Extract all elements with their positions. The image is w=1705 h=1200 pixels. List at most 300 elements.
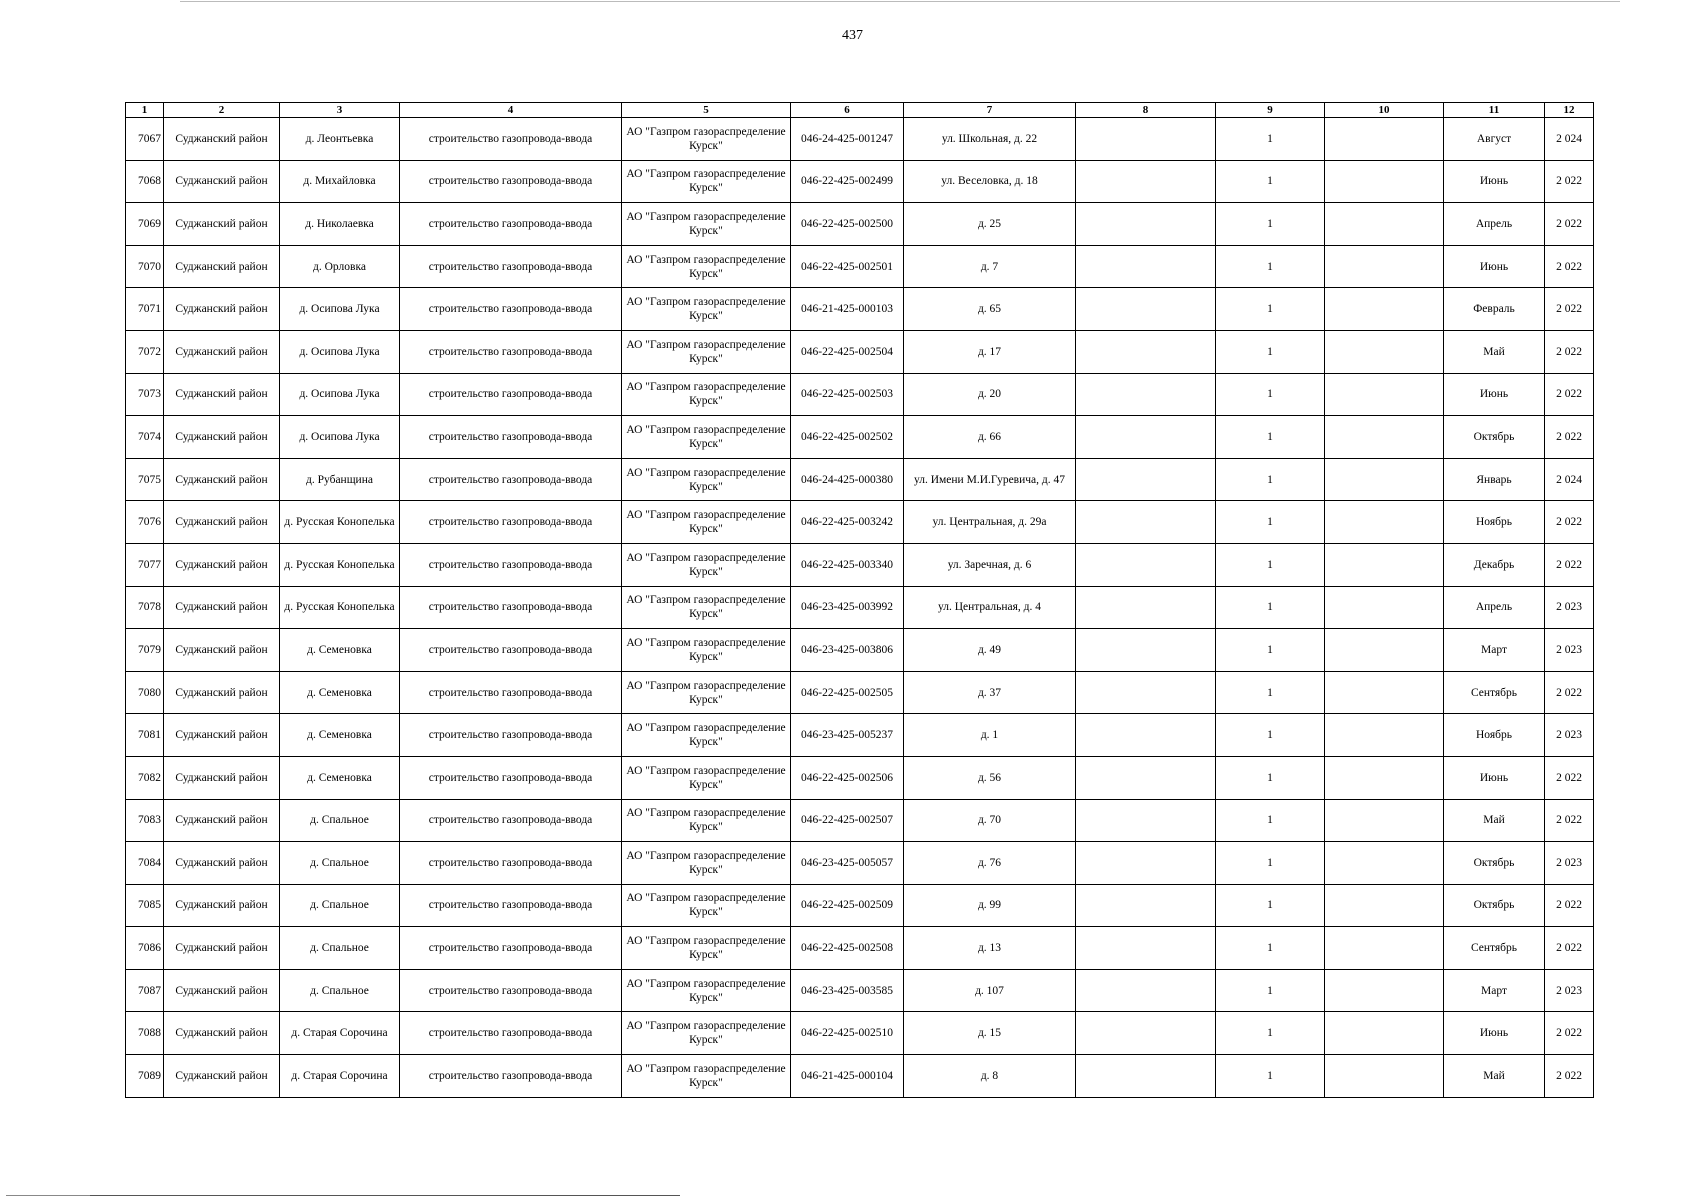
cell-quantity: 1: [1216, 1012, 1325, 1055]
cell-organization: АО "Газпром газораспределение Курск": [622, 160, 791, 203]
cell-col-10: [1325, 671, 1444, 714]
cell-year: 2 022: [1545, 416, 1594, 459]
cell-month: Сентябрь: [1444, 671, 1545, 714]
table-row: [126, 714, 1594, 757]
cell-address: ул. Центральная, д. 4: [904, 586, 1076, 629]
cell-month: Апрель: [1444, 586, 1545, 629]
cell-organization: АО "Газпром газораспределение Курск": [622, 543, 791, 586]
cell-district: Суджанский район: [164, 586, 280, 629]
cell-settlement: д. Спальное: [280, 799, 400, 842]
cell-col-8: [1076, 927, 1216, 970]
cell-organization: АО "Газпром газораспределение Курск": [622, 714, 791, 757]
cell-col-10: [1325, 288, 1444, 331]
table-row: [126, 203, 1594, 246]
cell-col-10: [1325, 756, 1444, 799]
cell-col-10: [1325, 842, 1444, 885]
cell-code: 046-22-425-002506: [791, 756, 904, 799]
cell-code: 046-23-425-003992: [791, 586, 904, 629]
cell-address: д. 70: [904, 799, 1076, 842]
cell-settlement: д. Орловка: [280, 245, 400, 288]
cell-work-type: строительство газопровода-ввода: [400, 756, 622, 799]
cell-district: Суджанский район: [164, 714, 280, 757]
cell-col-8: [1076, 118, 1216, 161]
cell-organization: АО "Газпром газораспределение Курск": [622, 884, 791, 927]
page-number: 437: [842, 28, 863, 43]
cell-address: д. 15: [904, 1012, 1076, 1055]
cell-settlement: д. Русская Конопелька: [280, 586, 400, 629]
cell-address: д. 49: [904, 629, 1076, 672]
cell-col-10: [1325, 586, 1444, 629]
cell-col-8: [1076, 586, 1216, 629]
cell-organization: АО "Газпром газораспределение Курск": [622, 330, 791, 373]
cell-settlement: д. Осипова Лука: [280, 373, 400, 416]
cell-quantity: 1: [1216, 671, 1325, 714]
cell-work-type: строительство газопровода-ввода: [400, 1055, 622, 1098]
table-row: [126, 586, 1594, 629]
cell-district: Суджанский район: [164, 671, 280, 714]
cell-district: Суджанский район: [164, 1012, 280, 1055]
cell-month: Ноябрь: [1444, 501, 1545, 544]
cell-col-10: [1325, 884, 1444, 927]
cell-code: 046-23-425-005057: [791, 842, 904, 885]
cell-month: Июнь: [1444, 245, 1545, 288]
cell-col-10: [1325, 543, 1444, 586]
cell-quantity: 1: [1216, 501, 1325, 544]
cell-month: Октябрь: [1444, 884, 1545, 927]
cell-settlement: д. Спальное: [280, 884, 400, 927]
cell-address: д. 1: [904, 714, 1076, 757]
cell-work-type: строительство газопровода-ввода: [400, 203, 622, 246]
cell-col-10: [1325, 969, 1444, 1012]
cell-address: д. 99: [904, 884, 1076, 927]
cell-code: 046-22-425-002507: [791, 799, 904, 842]
cell-quantity: 1: [1216, 203, 1325, 246]
cell-row-number: 7081: [126, 714, 164, 757]
cell-row-number: 7073: [126, 373, 164, 416]
column-header-5: 5: [622, 103, 791, 118]
cell-year: 2 024: [1545, 458, 1594, 501]
cell-address: д. 37: [904, 671, 1076, 714]
cell-col-8: [1076, 799, 1216, 842]
cell-code: 046-23-425-003806: [791, 629, 904, 672]
cell-organization: АО "Газпром газораспределение Курск": [622, 203, 791, 246]
cell-year: 2 022: [1545, 245, 1594, 288]
cell-month: Август: [1444, 118, 1545, 161]
cell-quantity: 1: [1216, 586, 1325, 629]
table-row: [126, 288, 1594, 331]
cell-row-number: 7067: [126, 118, 164, 161]
cell-organization: АО "Газпром газораспределение Курск": [622, 799, 791, 842]
cell-district: Суджанский район: [164, 118, 280, 161]
cell-code: 046-22-425-002505: [791, 671, 904, 714]
cell-code: 046-22-425-002500: [791, 203, 904, 246]
cell-district: Суджанский район: [164, 756, 280, 799]
cell-quantity: 1: [1216, 118, 1325, 161]
cell-code: 046-24-425-001247: [791, 118, 904, 161]
table-row: [126, 927, 1594, 970]
cell-year: 2 022: [1545, 288, 1594, 331]
cell-work-type: строительство газопровода-ввода: [400, 330, 622, 373]
cell-col-10: [1325, 118, 1444, 161]
cell-quantity: 1: [1216, 458, 1325, 501]
cell-organization: АО "Газпром газораспределение Курск": [622, 501, 791, 544]
table-row: [126, 373, 1594, 416]
cell-col-10: [1325, 1055, 1444, 1098]
cell-organization: АО "Газпром газораспределение Курск": [622, 1012, 791, 1055]
cell-code: 046-23-425-005237: [791, 714, 904, 757]
cell-month: Июнь: [1444, 160, 1545, 203]
column-header-1: 1: [126, 103, 164, 118]
cell-organization: АО "Газпром газораспределение Курск": [622, 842, 791, 885]
cell-organization: АО "Газпром газораспределение Курск": [622, 118, 791, 161]
cell-district: Суджанский район: [164, 160, 280, 203]
cell-district: Суджанский район: [164, 245, 280, 288]
cell-year: 2 022: [1545, 203, 1594, 246]
cell-district: Суджанский район: [164, 203, 280, 246]
cell-year: 2 022: [1545, 927, 1594, 970]
cell-year: 2 022: [1545, 1012, 1594, 1055]
cell-code: 046-22-425-002510: [791, 1012, 904, 1055]
cell-quantity: 1: [1216, 330, 1325, 373]
cell-quantity: 1: [1216, 799, 1325, 842]
cell-settlement: д. Семеновка: [280, 629, 400, 672]
cell-settlement: д. Спальное: [280, 842, 400, 885]
cell-settlement: д. Осипова Лука: [280, 288, 400, 331]
table-row: [126, 842, 1594, 885]
cell-month: Декабрь: [1444, 543, 1545, 586]
cell-organization: АО "Газпром газораспределение Курск": [622, 756, 791, 799]
cell-col-8: [1076, 458, 1216, 501]
table-row: [126, 1055, 1594, 1098]
cell-quantity: 1: [1216, 884, 1325, 927]
column-header-3: 3: [280, 103, 400, 118]
cell-district: Суджанский район: [164, 501, 280, 544]
cell-row-number: 7076: [126, 501, 164, 544]
cell-organization: АО "Газпром газораспределение Курск": [622, 416, 791, 459]
cell-col-8: [1076, 1055, 1216, 1098]
cell-code: 046-24-425-000380: [791, 458, 904, 501]
cell-work-type: строительство газопровода-ввода: [400, 501, 622, 544]
cell-code: 046-22-425-002509: [791, 884, 904, 927]
column-header-11: 11: [1444, 103, 1545, 118]
cell-district: Суджанский район: [164, 330, 280, 373]
cell-address: д. 66: [904, 416, 1076, 459]
cell-month: Май: [1444, 1055, 1545, 1098]
cell-month: Июнь: [1444, 1012, 1545, 1055]
register-table: [125, 102, 1594, 1098]
cell-month: Июнь: [1444, 756, 1545, 799]
cell-district: Суджанский район: [164, 927, 280, 970]
cell-col-8: [1076, 671, 1216, 714]
cell-code: 046-22-425-002499: [791, 160, 904, 203]
cell-col-8: [1076, 245, 1216, 288]
column-header-9: 9: [1216, 103, 1325, 118]
cell-settlement: д. Спальное: [280, 969, 400, 1012]
cell-quantity: 1: [1216, 629, 1325, 672]
cell-address: д. 65: [904, 288, 1076, 331]
cell-year: 2 024: [1545, 118, 1594, 161]
cell-quantity: 1: [1216, 969, 1325, 1012]
cell-row-number: 7089: [126, 1055, 164, 1098]
cell-month: Июнь: [1444, 373, 1545, 416]
cell-col-8: [1076, 884, 1216, 927]
cell-settlement: д. Осипова Лука: [280, 330, 400, 373]
cell-row-number: 7080: [126, 671, 164, 714]
cell-work-type: строительство газопровода-ввода: [400, 884, 622, 927]
table-row: [126, 416, 1594, 459]
cell-settlement: д. Семеновка: [280, 756, 400, 799]
cell-year: 2 022: [1545, 1055, 1594, 1098]
cell-row-number: 7077: [126, 543, 164, 586]
cell-col-10: [1325, 501, 1444, 544]
cell-address: ул. Веселовка, д. 18: [904, 160, 1076, 203]
cell-month: Октябрь: [1444, 842, 1545, 885]
cell-code: 046-22-425-002503: [791, 373, 904, 416]
table-row: [126, 160, 1594, 203]
cell-col-10: [1325, 245, 1444, 288]
cell-col-8: [1076, 629, 1216, 672]
cell-year: 2 023: [1545, 629, 1594, 672]
cell-organization: АО "Газпром газораспределение Курск": [622, 671, 791, 714]
cell-address: д. 76: [904, 842, 1076, 885]
cell-year: 2 022: [1545, 373, 1594, 416]
cell-address: ул. Школьная, д. 22: [904, 118, 1076, 161]
cell-district: Суджанский район: [164, 458, 280, 501]
cell-quantity: 1: [1216, 416, 1325, 459]
cell-month: Январь: [1444, 458, 1545, 501]
column-header-6: 6: [791, 103, 904, 118]
cell-col-8: [1076, 160, 1216, 203]
table-body: [126, 118, 1594, 1098]
cell-year: 2 022: [1545, 756, 1594, 799]
cell-district: Суджанский район: [164, 969, 280, 1012]
cell-work-type: строительство газопровода-ввода: [400, 245, 622, 288]
cell-organization: АО "Газпром газораспределение Курск": [622, 969, 791, 1012]
cell-col-8: [1076, 330, 1216, 373]
cell-work-type: строительство газопровода-ввода: [400, 160, 622, 203]
cell-year: 2 023: [1545, 842, 1594, 885]
cell-col-10: [1325, 416, 1444, 459]
cell-address: ул. Центральная, д. 29а: [904, 501, 1076, 544]
cell-col-8: [1076, 842, 1216, 885]
cell-district: Суджанский район: [164, 1055, 280, 1098]
cell-address: ул. Заречная, д. 6: [904, 543, 1076, 586]
cell-year: 2 022: [1545, 884, 1594, 927]
column-header-4: 4: [400, 103, 622, 118]
column-header-10: 10: [1325, 103, 1444, 118]
table-row: [126, 1012, 1594, 1055]
cell-quantity: 1: [1216, 1055, 1325, 1098]
cell-code: 046-22-425-002504: [791, 330, 904, 373]
cell-quantity: 1: [1216, 714, 1325, 757]
cell-row-number: 7087: [126, 969, 164, 1012]
cell-district: Суджанский район: [164, 842, 280, 885]
cell-code: 046-22-425-003340: [791, 543, 904, 586]
cell-settlement: д. Осипова Лука: [280, 416, 400, 459]
cell-month: Май: [1444, 799, 1545, 842]
cell-work-type: строительство газопровода-ввода: [400, 969, 622, 1012]
cell-col-10: [1325, 927, 1444, 970]
cell-work-type: строительство газопровода-ввода: [400, 799, 622, 842]
cell-row-number: 7084: [126, 842, 164, 885]
cell-settlement: д. Леонтьевка: [280, 118, 400, 161]
table-row: [126, 330, 1594, 373]
cell-col-10: [1325, 330, 1444, 373]
cell-settlement: д. Рубанщина: [280, 458, 400, 501]
cell-month: Апрель: [1444, 203, 1545, 246]
cell-address: д. 7: [904, 245, 1076, 288]
cell-year: 2 023: [1545, 586, 1594, 629]
cell-month: Май: [1444, 330, 1545, 373]
cell-settlement: д. Михайловка: [280, 160, 400, 203]
column-header-12: 12: [1545, 103, 1594, 118]
cell-settlement: д. Старая Сорочина: [280, 1012, 400, 1055]
cell-col-10: [1325, 629, 1444, 672]
cell-work-type: строительство газопровода-ввода: [400, 118, 622, 161]
cell-quantity: 1: [1216, 927, 1325, 970]
cell-settlement: д. Русская Конопелька: [280, 543, 400, 586]
cell-work-type: строительство газопровода-ввода: [400, 1012, 622, 1055]
cell-row-number: 7075: [126, 458, 164, 501]
cell-settlement: д. Старая Сорочина: [280, 1055, 400, 1098]
column-header-2: 2: [164, 103, 280, 118]
table-row: [126, 629, 1594, 672]
cell-organization: АО "Газпром газораспределение Курск": [622, 927, 791, 970]
cell-row-number: 7068: [126, 160, 164, 203]
cell-col-8: [1076, 288, 1216, 331]
cell-work-type: строительство газопровода-ввода: [400, 373, 622, 416]
cell-work-type: строительство газопровода-ввода: [400, 629, 622, 672]
cell-organization: АО "Газпром газораспределение Курск": [622, 1055, 791, 1098]
cell-month: Февраль: [1444, 288, 1545, 331]
cell-address: д. 8: [904, 1055, 1076, 1098]
cell-row-number: 7085: [126, 884, 164, 927]
cell-code: 046-22-425-002502: [791, 416, 904, 459]
cell-code: 046-22-425-002508: [791, 927, 904, 970]
cell-col-10: [1325, 160, 1444, 203]
cell-year: 2 022: [1545, 501, 1594, 544]
cell-quantity: 1: [1216, 543, 1325, 586]
cell-col-10: [1325, 1012, 1444, 1055]
cell-month: Март: [1444, 629, 1545, 672]
cell-row-number: 7069: [126, 203, 164, 246]
cell-code: 046-23-425-003585: [791, 969, 904, 1012]
cell-col-10: [1325, 458, 1444, 501]
cell-district: Суджанский район: [164, 543, 280, 586]
table-row: [126, 118, 1594, 161]
table-row: [126, 501, 1594, 544]
cell-organization: АО "Газпром газораспределение Курск": [622, 629, 791, 672]
cell-district: Суджанский район: [164, 288, 280, 331]
cell-district: Суджанский район: [164, 373, 280, 416]
cell-row-number: 7088: [126, 1012, 164, 1055]
cell-quantity: 1: [1216, 373, 1325, 416]
cell-year: 2 022: [1545, 671, 1594, 714]
cell-organization: АО "Газпром газораспределение Курск": [622, 586, 791, 629]
table-row: [126, 458, 1594, 501]
cell-address: д. 17: [904, 330, 1076, 373]
cell-year: 2 022: [1545, 330, 1594, 373]
cell-work-type: строительство газопровода-ввода: [400, 458, 622, 501]
table-row: [126, 884, 1594, 927]
cell-district: Суджанский район: [164, 799, 280, 842]
cell-col-10: [1325, 799, 1444, 842]
cell-col-8: [1076, 543, 1216, 586]
cell-year: 2 023: [1545, 969, 1594, 1012]
cell-address: д. 20: [904, 373, 1076, 416]
cell-col-10: [1325, 373, 1444, 416]
cell-organization: АО "Газпром газораспределение Курск": [622, 458, 791, 501]
cell-address: д. 107: [904, 969, 1076, 1012]
cell-col-10: [1325, 714, 1444, 757]
table-row: [126, 756, 1594, 799]
cell-district: Суджанский район: [164, 884, 280, 927]
cell-col-8: [1076, 714, 1216, 757]
cell-row-number: 7070: [126, 245, 164, 288]
cell-work-type: строительство газопровода-ввода: [400, 927, 622, 970]
cell-col-8: [1076, 969, 1216, 1012]
cell-settlement: д. Семеновка: [280, 671, 400, 714]
cell-col-8: [1076, 373, 1216, 416]
cell-organization: АО "Газпром газораспределение Курск": [622, 288, 791, 331]
cell-work-type: строительство газопровода-ввода: [400, 586, 622, 629]
cell-work-type: строительство газопровода-ввода: [400, 842, 622, 885]
cell-month: Март: [1444, 969, 1545, 1012]
cell-code: 046-21-425-000103: [791, 288, 904, 331]
cell-row-number: 7082: [126, 756, 164, 799]
cell-row-number: 7083: [126, 799, 164, 842]
cell-work-type: строительство газопровода-ввода: [400, 416, 622, 459]
cell-col-8: [1076, 756, 1216, 799]
cell-row-number: 7072: [126, 330, 164, 373]
cell-row-number: 7086: [126, 927, 164, 970]
cell-district: Суджанский район: [164, 629, 280, 672]
cell-code: 046-22-425-003242: [791, 501, 904, 544]
cell-quantity: 1: [1216, 288, 1325, 331]
cell-district: Суджанский район: [164, 416, 280, 459]
cell-work-type: строительство газопровода-ввода: [400, 671, 622, 714]
cell-address: д. 25: [904, 203, 1076, 246]
cell-quantity: 1: [1216, 756, 1325, 799]
scan-top-edge: [180, 1, 1620, 2]
table-row: [126, 969, 1594, 1012]
cell-organization: АО "Газпром газораспределение Курск": [622, 373, 791, 416]
cell-row-number: 7078: [126, 586, 164, 629]
column-header-7: 7: [904, 103, 1076, 118]
cell-col-8: [1076, 203, 1216, 246]
cell-settlement: д. Николаевка: [280, 203, 400, 246]
cell-settlement: д. Семеновка: [280, 714, 400, 757]
cell-col-8: [1076, 1012, 1216, 1055]
cell-month: Ноябрь: [1444, 714, 1545, 757]
cell-code: 046-22-425-002501: [791, 245, 904, 288]
cell-organization: АО "Газпром газораспределение Курск": [622, 245, 791, 288]
cell-row-number: 7071: [126, 288, 164, 331]
cell-work-type: строительство газопровода-ввода: [400, 543, 622, 586]
cell-year: 2 022: [1545, 160, 1594, 203]
cell-quantity: 1: [1216, 245, 1325, 288]
table-row: [126, 245, 1594, 288]
table-row: [126, 799, 1594, 842]
cell-row-number: 7074: [126, 416, 164, 459]
cell-month: Октябрь: [1444, 416, 1545, 459]
cell-year: 2 022: [1545, 543, 1594, 586]
cell-col-8: [1076, 416, 1216, 459]
cell-work-type: строительство газопровода-ввода: [400, 288, 622, 331]
scan-bottom-edge-2: [90, 1195, 680, 1196]
cell-col-8: [1076, 501, 1216, 544]
cell-row-number: 7079: [126, 629, 164, 672]
